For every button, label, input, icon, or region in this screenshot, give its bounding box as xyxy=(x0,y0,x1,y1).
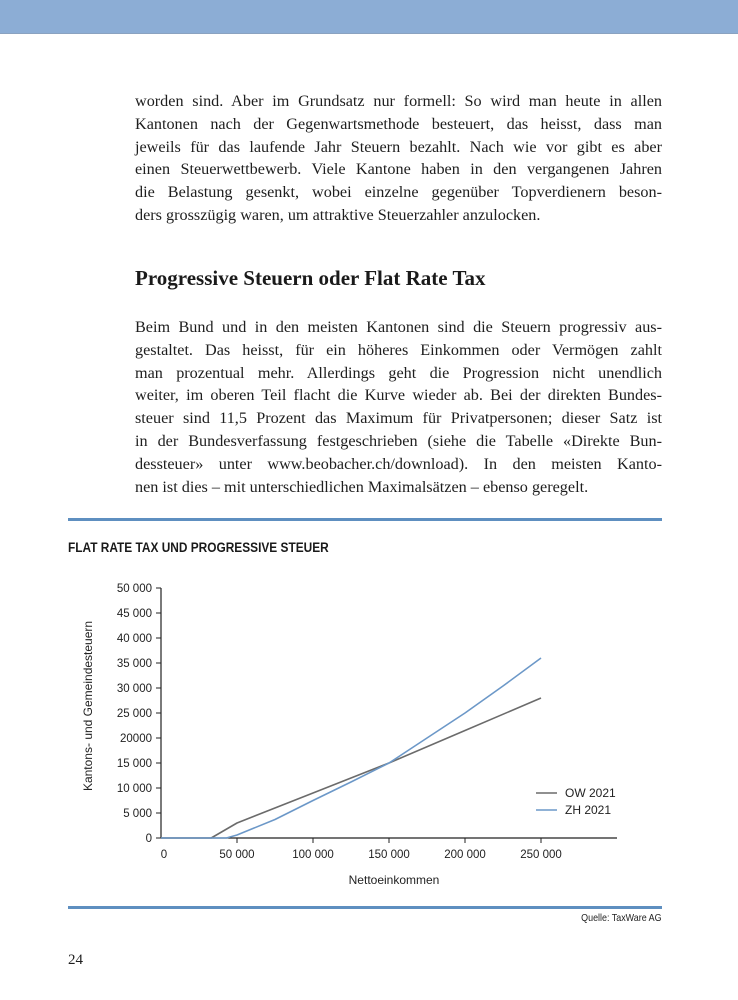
chart-title: FLAT RATE TAX UND PROGRESSIVE STEUER xyxy=(68,540,329,555)
y-axis-label: Kantons- und Gemeindesteuern xyxy=(81,620,95,792)
body-paragraph-1 xyxy=(135,90,662,227)
x-axis-label: Nettoeinkommen xyxy=(348,873,440,887)
text-line: dessteuer» unter www.beobacher.ch/download). In den meisten Kanto- xyxy=(135,454,662,473)
x-tick-label: 200 000 xyxy=(444,849,486,861)
y-tick-label: 10 000 xyxy=(116,783,152,795)
chart-top-rule xyxy=(68,518,662,521)
y-tick-label: 40 000 xyxy=(116,633,152,645)
y-tick-label: 20000 xyxy=(120,733,152,745)
text-line: in der Bundesverfassung festgeschrieben (siehe die Tabelle «Direkte Bun- xyxy=(135,431,662,450)
text-line: worden sind. Aber im Grundsatz nur formell: So wird man heute in allen xyxy=(135,92,662,110)
x-tick-label: 100 000 xyxy=(292,849,334,861)
text-line: jeweils für das laufende Jahr Steuern bezahlt. Nach wie vor gibt es aber xyxy=(135,137,662,156)
text-line: Beim Bund und in den meisten Kantonen sind die Steuern progressiv aus- xyxy=(135,318,662,336)
text-line: gestaltet. Das heisst, für ein höheres Einkommen oder Vermögen zahlt xyxy=(135,340,662,359)
x-tick-label: 50 000 xyxy=(219,849,255,861)
page-number: 24 xyxy=(68,952,83,968)
text-line: steuer sind 11,5 Prozent das Maximum für Privatpersonen; dieser Satz ist xyxy=(135,409,662,428)
body-paragraph-2 xyxy=(135,316,662,498)
y-tick-label: 50 000 xyxy=(116,583,152,595)
x-tick-label: 250 000 xyxy=(520,849,562,861)
legend-label: ZH 2021 xyxy=(565,803,612,817)
chart-source: Quelle: TaxWare AG xyxy=(581,912,662,924)
y-tick-label: 0 xyxy=(145,833,152,845)
y-tick-label: 35 000 xyxy=(116,658,152,670)
chart-bottom-rule xyxy=(68,906,662,909)
text-line: ders grosszügig waren, um attraktive Steuerzahler anzulocken. xyxy=(135,205,541,224)
text-line: einen Steuerwettbewerb. Viele Kantone haben in den vergangenen Jahren xyxy=(135,160,662,179)
text-line: die Belastung gesenkt, wobei einzelne gegenüber Topverdienern beson- xyxy=(135,183,662,202)
section-heading: Progressive Steuern oder Flat Rate Tax xyxy=(135,266,486,290)
x-tick-label: 150 000 xyxy=(368,849,410,861)
y-tick-label: 5 000 xyxy=(123,808,152,820)
text-line: man prozentual mehr. Allerdings geht die Progression nicht unendlich xyxy=(135,363,662,382)
header-bar xyxy=(0,0,738,34)
series-line-ow-2021 xyxy=(161,698,541,838)
text-line: Kantonen nach der Gegenwartsmethode besteuert, das heisst, dass man xyxy=(135,114,662,133)
text-line: nen ist dies – mit unterschiedlichen Maximalsätzen – ebenso geregelt. xyxy=(135,477,589,496)
text-line: weiter, im oberen Teil flacht die Kurve wieder ab. Bei der direkten Bundes- xyxy=(135,386,662,405)
y-tick-label: 25 000 xyxy=(116,708,152,720)
y-tick-label: 30 000 xyxy=(116,683,152,695)
legend-label: OW 2021 xyxy=(565,786,616,800)
x-tick-label: 0 xyxy=(160,849,168,861)
y-tick-label: 15 000 xyxy=(116,758,152,770)
y-tick-label: 45 000 xyxy=(116,608,152,620)
line-chart xyxy=(60,575,660,895)
series-line-zh-2021 xyxy=(161,658,541,838)
